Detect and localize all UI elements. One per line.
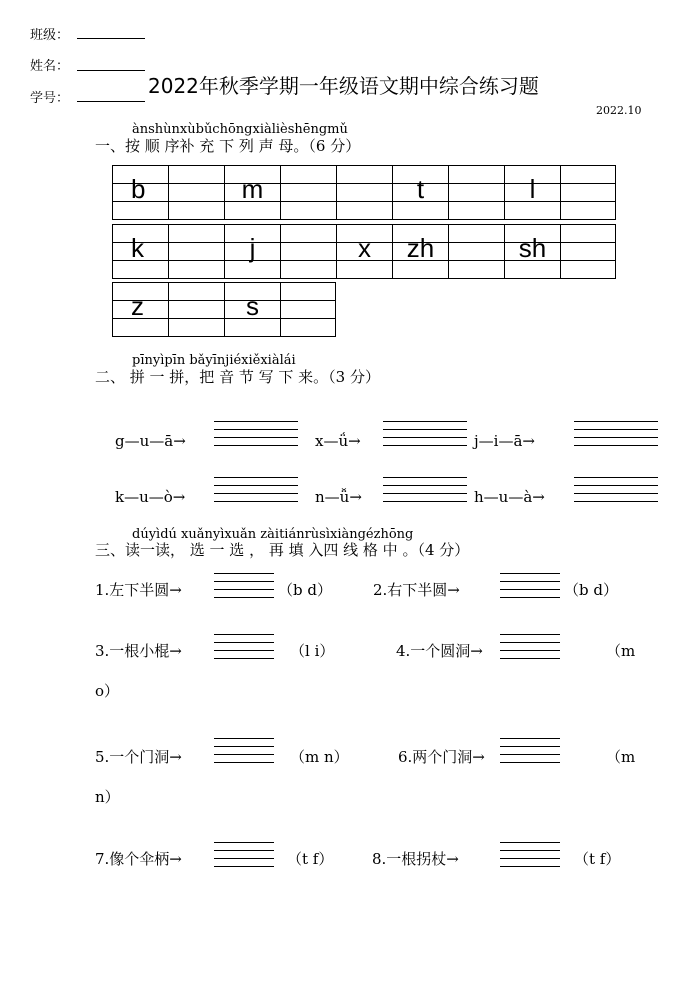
- grid-row-2: [112, 224, 616, 279]
- id-blank[interactable]: [77, 101, 145, 102]
- grid-letter: j: [249, 233, 256, 263]
- grid-cell[interactable]: [112, 282, 168, 337]
- grid-cell[interactable]: [336, 224, 392, 279]
- question-6: 6.两个门洞→: [398, 748, 485, 766]
- question-5-options: （m n）: [290, 748, 349, 766]
- grid-cell[interactable]: [168, 282, 224, 337]
- grid-cell[interactable]: [280, 224, 336, 279]
- grid-cell[interactable]: [224, 165, 280, 220]
- section1-heading: 一、按 顺 序补 充 下 列 声 母。（6 分）: [95, 137, 361, 155]
- spell-item: k—u—ò→: [115, 488, 186, 506]
- grid-letter: k: [131, 233, 144, 263]
- grid-cell[interactable]: [560, 165, 616, 220]
- four-line-grid[interactable]: [500, 634, 560, 660]
- question-4-options-cont: o）: [95, 682, 120, 700]
- spell-item: j—i—ā→: [474, 432, 535, 450]
- grid-cell[interactable]: [392, 224, 448, 279]
- exam-date: 2022.10: [596, 104, 642, 117]
- four-line-grid[interactable]: [214, 573, 274, 599]
- grid-letter: l: [529, 174, 536, 204]
- grid-letter: m: [241, 174, 264, 204]
- question-4-options: （m: [606, 642, 636, 660]
- question-7: 7.像个伞柄→: [95, 850, 182, 868]
- question-8: 8.一根拐杖→: [372, 850, 459, 868]
- four-line-grid[interactable]: [574, 477, 658, 503]
- grid-row-1: [112, 165, 616, 220]
- question-7-options: （t f）: [287, 850, 334, 868]
- question-2: 2.右下半圆→: [373, 581, 460, 599]
- section3-pinyin: dúyìdú xuǎnyìxuǎn zàitiánrùsìxiàngézhōng: [132, 527, 414, 542]
- spell-item: n—ǚ→: [315, 488, 362, 506]
- grid-cell[interactable]: [168, 224, 224, 279]
- question-4: 4.一个圆洞→: [396, 642, 483, 660]
- spell-item: h—u—à→: [474, 488, 545, 506]
- four-line-grid[interactable]: [214, 842, 274, 868]
- question-3: 3.一根小棍→: [95, 642, 182, 660]
- grid-cell[interactable]: [280, 282, 336, 337]
- grid-letter: zh: [406, 233, 435, 263]
- four-line-grid[interactable]: [500, 573, 560, 599]
- class-blank[interactable]: [77, 38, 145, 39]
- four-line-grid[interactable]: [383, 421, 467, 447]
- grid-cell[interactable]: [224, 224, 280, 279]
- grid-letter: s: [246, 291, 259, 321]
- question-1-options: （b d）: [278, 581, 332, 599]
- four-line-grid[interactable]: [214, 634, 274, 660]
- section2-heading: 二、 拼 一 拼，把 音 节 写 下 来。（3 分）: [95, 368, 380, 386]
- question-1: 1.左下半圆→: [95, 581, 182, 599]
- grid-letter: z: [131, 291, 144, 321]
- name-label: 姓名：: [30, 59, 70, 74]
- grid-cell[interactable]: [168, 165, 224, 220]
- grid-row-3: [112, 282, 336, 337]
- question-6-options: （m: [606, 748, 636, 766]
- name-blank[interactable]: [77, 70, 145, 71]
- four-line-grid[interactable]: [500, 842, 560, 868]
- four-line-grid[interactable]: [383, 477, 467, 503]
- grid-cell[interactable]: [392, 165, 448, 220]
- id-label: 学号：: [30, 91, 70, 106]
- class-label: 班级：: [30, 28, 70, 43]
- question-2-options: （b d）: [564, 581, 618, 599]
- section1-pinyin: ànshùnxùbǔchōngxiàlièshēngmǔ: [132, 122, 348, 137]
- grid-cell[interactable]: [112, 224, 168, 279]
- grid-cell[interactable]: [504, 224, 560, 279]
- grid-cell[interactable]: [448, 165, 504, 220]
- spell-item: x—ǘ→: [315, 432, 361, 450]
- grid-cell[interactable]: [336, 165, 392, 220]
- grid-cell[interactable]: [112, 165, 168, 220]
- question-3-options: （l i）: [290, 642, 335, 660]
- four-line-grid[interactable]: [214, 477, 298, 503]
- grid-cell[interactable]: [280, 165, 336, 220]
- spell-item: g—u—ā→: [115, 432, 186, 450]
- grid-letter: x: [358, 233, 371, 263]
- four-line-grid[interactable]: [214, 421, 298, 447]
- grid-cell[interactable]: [224, 282, 280, 337]
- grid-cell[interactable]: [560, 224, 616, 279]
- four-line-grid[interactable]: [574, 421, 658, 447]
- question-8-options: （t f）: [574, 850, 621, 868]
- grid-letter: t: [416, 174, 425, 204]
- grid-letter: b: [131, 174, 146, 204]
- section2-pinyin: pīnyìpīn bǎyīnjiéxiěxiàlái: [132, 353, 296, 368]
- grid-letter: sh: [518, 233, 547, 263]
- question-5: 5.一个门洞→: [95, 748, 182, 766]
- page-title: 2022年秋季学期一年级语文期中综合练习题: [148, 74, 539, 98]
- four-line-grid[interactable]: [500, 738, 560, 764]
- question-6-options-cont: n）: [95, 788, 120, 806]
- four-line-grid[interactable]: [214, 738, 274, 764]
- grid-cell[interactable]: [504, 165, 560, 220]
- grid-cell[interactable]: [448, 224, 504, 279]
- section3-heading: 三、读一读， 选 一 选 ， 再 填 入四 线 格 中 。（4 分）: [95, 541, 470, 559]
